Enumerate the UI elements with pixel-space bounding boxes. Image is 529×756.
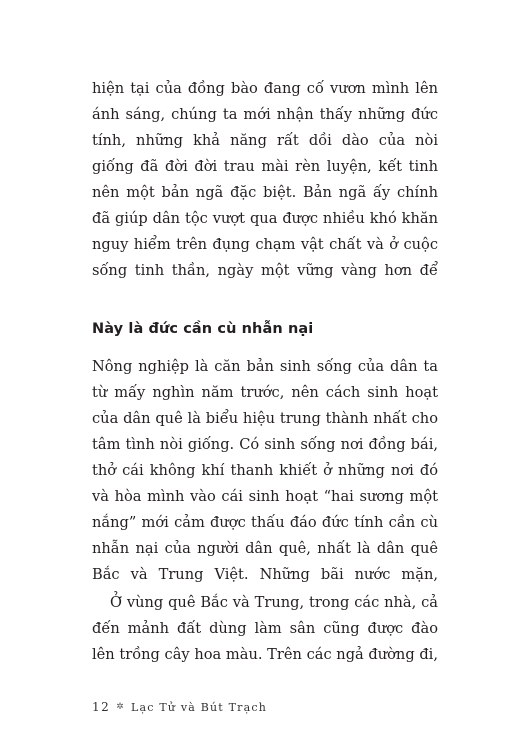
- page-number: 12: [92, 700, 111, 714]
- paragraph-2: Nông nghiệp là căn bản sinh sống của dân ta từ mấy nghìn năm trước, nên cách sinh hoạt của dân quê là biểu hiệu trung thành nhất cho tâm tình nòi giống. Có sinh sống nơi đồng bái, thở cái không khí thanh khiết ở những nơi đó và hòa mình vào cái sinh hoạt “hai sương một nắng” mới cảm được thấu đáo đức tính cần cù nhẫn nại của người dân quê, nhất là dân quê Bắc và Trung Việt. Những bãi nước mặn,: [92, 358, 438, 583]
- paragraph-block-3: [92, 590, 438, 670]
- paragraph-1: hiện tại của đồng bào đang cố vươn mình lên ánh sáng, chúng ta mới nhận thấy những đức tính, những khả năng rất dồi dào của nòi giống đã đời đời trau mài rèn luyện, kết tinh nên một bản ngã đặc biệt. Bản ngã ấy chính đã giúp dân tộc vượt qua được nhiều khó khăn nguy hiểm trên đụng chạm vật chất và ở cuộc sống tinh thần, ngày một vững vàng hơn để: [92, 80, 438, 279]
- page-footer: [92, 700, 267, 714]
- page-body: [92, 76, 438, 670]
- paragraph-block-2: [92, 354, 438, 590]
- paragraph-3: Ở vùng quê Bắc và Trung, trong các nhà, cả đến mảnh đất dùng làm sân cũng được đào lên trồng cây hoa màu. Trên các ngả đường đi,: [92, 594, 438, 663]
- paragraph-block-1: [92, 76, 438, 284]
- ornament-icon: ✲: [116, 702, 126, 712]
- section-heading: Này là đức cần cù nhẫn nại: [92, 321, 314, 337]
- book-title: Lạc Tử và Bút Trạch: [131, 700, 268, 714]
